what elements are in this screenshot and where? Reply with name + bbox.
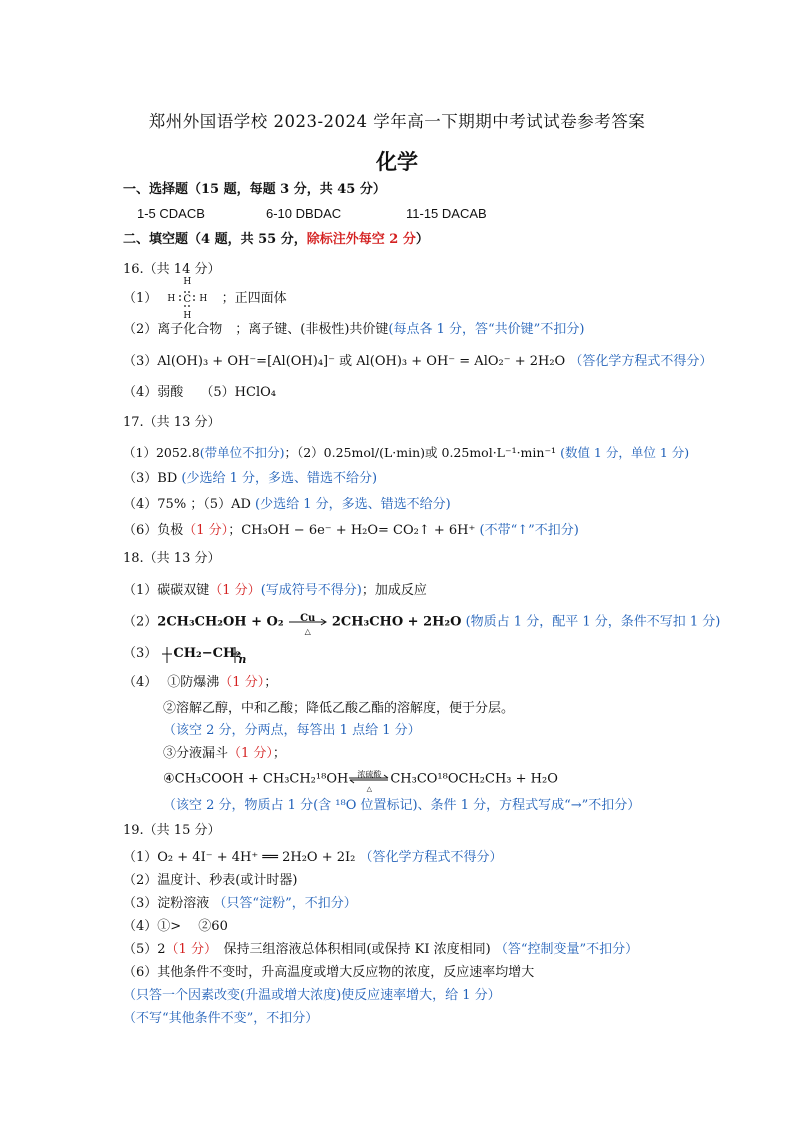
q18-heading: 18.（共 13 分） xyxy=(123,551,221,566)
electron-formula-h-top: H xyxy=(183,277,192,287)
q17-part1-note: (带单位不扣分) xyxy=(199,445,285,460)
q18-part1-text-b: ；加成反应 xyxy=(361,583,427,598)
q18-part1-text-a: （1）碳碳双键 xyxy=(123,583,210,598)
esterification-arrow xyxy=(348,770,390,793)
q17-part4-text: （4）75% ；（5）AD xyxy=(123,497,251,512)
q16-part1 xyxy=(123,277,287,321)
q17-part3 xyxy=(123,470,377,488)
q19-part5-note: （答“控制变量”不扣分） xyxy=(494,942,639,957)
q19-heading: 19.（共 15 分） xyxy=(123,823,221,838)
q17-part2-text: ；（2）0.25mol/(L·min)或 0.25mol·L⁻¹·min⁻¹ xyxy=(284,445,557,460)
q18-part4-3-end: ； xyxy=(272,746,286,761)
q17-part6-text-b: ；CH₃OH − 6e⁻ + H₂O= CO₂↑ + 6H⁺ xyxy=(228,523,476,538)
q18-part2-note: (物质占 1 分，配平 1 分，条件不写扣 1 分) xyxy=(465,614,721,630)
document-title: 郑州外国语学校 2023-2024 学年高一下期期中考试试卷参考答案 xyxy=(148,112,646,131)
q18-part4-1 xyxy=(123,674,277,692)
section2-heading-text: 二、填空题（4 题，共 55 分， xyxy=(123,232,307,247)
section2-heading-end: ） xyxy=(415,232,429,247)
catalyst-label: Cu xyxy=(300,613,316,624)
q18-part4-2-note: （该空 2 分，分两点，每答出 1 点给 1 分） xyxy=(163,723,421,738)
q16-part3-note: （答化学方程式不得分） xyxy=(569,354,713,369)
q18-part3-number: （3） xyxy=(123,646,158,661)
q16-part3 xyxy=(123,353,712,371)
mc-answers-1-5: 1-5 CDACB xyxy=(137,206,205,221)
q19-part1-text: （1）O₂ + 4I⁻ + 4H⁺ ══ 2H₂O + 2I₂ xyxy=(123,850,356,865)
q17-heading: 17.（共 13 分） xyxy=(123,415,221,430)
polymer-n: n xyxy=(238,653,247,666)
q16-part1-number: （1） xyxy=(123,291,158,306)
q18-part1 xyxy=(123,582,427,600)
q19-part3-note: （只答“淀粉”，不扣分） xyxy=(213,896,357,911)
section2-heading xyxy=(123,231,429,249)
q18-part1-score: （1 分） xyxy=(209,583,261,598)
q17-part6-note: (不带“↑”不扣分) xyxy=(479,523,579,538)
mc-answers-11-15: 11-15 DACAB xyxy=(406,206,487,221)
esterification-reactants: ④CH₃COOH + CH₃CH₂¹⁸OH xyxy=(163,771,349,787)
q18-part4-1-end: ； xyxy=(264,675,278,690)
q19-part3-text: （3）淀粉溶液 xyxy=(123,896,210,911)
q19-part2: （2）温度计、秒表(或计时器) xyxy=(123,873,298,888)
q17-part4-5 xyxy=(123,496,451,514)
subject-title: 化学 xyxy=(376,150,418,174)
q18-part2-reactants: 2CH₃CH₂OH + O₂ xyxy=(157,614,284,630)
q17-part1-2 xyxy=(123,444,689,462)
heat-label: △ xyxy=(304,627,311,636)
q18-part2-products: 2CH₃CHO + 2H₂O xyxy=(331,614,462,630)
q17-part3-note: (少选给 1 分，多选、错选不给分) xyxy=(181,471,378,486)
q16-part1-text: ；正四面体 xyxy=(221,291,287,306)
electron-dots xyxy=(161,284,209,314)
electron-formula-c: C xyxy=(183,294,192,305)
mc-answers-6-10: 6-10 DBDAC xyxy=(266,206,342,221)
q19-part1 xyxy=(123,849,503,867)
section1-heading: 一、选择题（15 题，每题 3 分，共 45 分） xyxy=(123,182,386,197)
acid-catalyst-label: 浓硫酸 xyxy=(357,770,382,779)
q16-heading: 16.（共 14 分） xyxy=(123,262,221,277)
q16-part2-note: (每点各 1 分，答“共价键”不扣分) xyxy=(388,322,585,337)
q17-part6-score: （1 分） xyxy=(183,523,229,538)
q16-part4-5: （4）弱酸 （5）HClO₄ xyxy=(123,385,276,400)
polyethylene-formula xyxy=(161,645,257,665)
electron-formula-h-bottom: H xyxy=(183,311,192,321)
heat-label-2: △ xyxy=(366,785,373,793)
q18-part4-3-text: ③分液漏斗 xyxy=(163,746,229,761)
q17-part6-text-a: （6）负极 xyxy=(123,523,184,538)
q18-part2-number: （2） xyxy=(123,614,158,630)
q17-part6 xyxy=(123,522,579,540)
electron-formula-h-left: H xyxy=(167,294,176,304)
esterification-products: CH₃CO¹⁸OCH₂CH₃ + H₂O xyxy=(390,771,558,787)
q18-part4-3-score: （1 分） xyxy=(228,746,273,761)
q19-part6: （6）其他条件不变时，升高温度或增大反应物的浓度，反应速率均增大 xyxy=(123,965,535,980)
q16-part3-text: （3）Al(OH)₃ + OH⁻=[Al(OH)₄]⁻ 或 Al(OH)₃ + OH⁻ = AlO₂⁻ + 2H₂O xyxy=(123,354,566,369)
q18-part4-2: ②溶解乙醇，中和乙酸；降低乙酸乙酯的溶解度，便于分层。 xyxy=(163,701,515,716)
q18-part4-4 xyxy=(163,770,558,793)
q19-part6-note1: （只答一个因素改变(升温或增大浓度)使反应速率增大，给 1 分） xyxy=(123,988,501,1003)
q17-part2-note: (数值 1 分，单位 1 分) xyxy=(560,445,690,460)
q17-part3-text: （3）BD xyxy=(123,471,178,486)
q18-part4-1-text: ①防爆沸 xyxy=(167,675,220,690)
q18-part4-1-score: （1 分） xyxy=(219,675,265,690)
q18-part3 xyxy=(123,645,257,665)
q16-part2-text: （2）离子化合物 ；离子键、(非极性)共价键 xyxy=(123,322,389,337)
polymer-repeat-unit: CH₂−CH₂ xyxy=(173,646,241,661)
q18-part4-3 xyxy=(163,745,286,763)
q18-part2 xyxy=(123,613,721,636)
section2-heading-red: 除标注外每空 2 分 xyxy=(306,232,416,247)
q19-part1-note: （答化学方程式不得分） xyxy=(359,850,503,865)
q19-part5-text-a: （5）2 xyxy=(123,942,166,957)
q19-part5 xyxy=(123,941,638,959)
electron-formula xyxy=(161,277,209,321)
q16-part2 xyxy=(123,321,584,339)
q17-part4-note: (少选给 1 分，多选、错选不给分) xyxy=(255,497,451,512)
q18-part4-4-note: （该空 2 分，物质占 1 分(含 ¹⁸O 位置标记)、条件 1 分，方程式写成“→”不扣分） xyxy=(163,798,641,813)
q18-part1-note: (写成符号不得分) xyxy=(260,583,362,598)
reaction-arrow xyxy=(288,613,328,636)
q19-part4: （4）①> ②60 xyxy=(123,919,228,934)
q19-part6-note2: （不写“其他条件不变”，不扣分） xyxy=(123,1011,319,1026)
q19-part5-score: （1 分） xyxy=(165,942,211,957)
q17-part1-text: （1）2052.8 xyxy=(123,445,200,460)
q18-part4-number: （4） xyxy=(123,675,158,690)
q19-part3 xyxy=(123,895,357,913)
q19-part5-text-b: 保持三组溶液总体积相同(或保持 KI 浓度相同) xyxy=(210,942,491,957)
electron-formula-h-right: H xyxy=(199,294,208,304)
